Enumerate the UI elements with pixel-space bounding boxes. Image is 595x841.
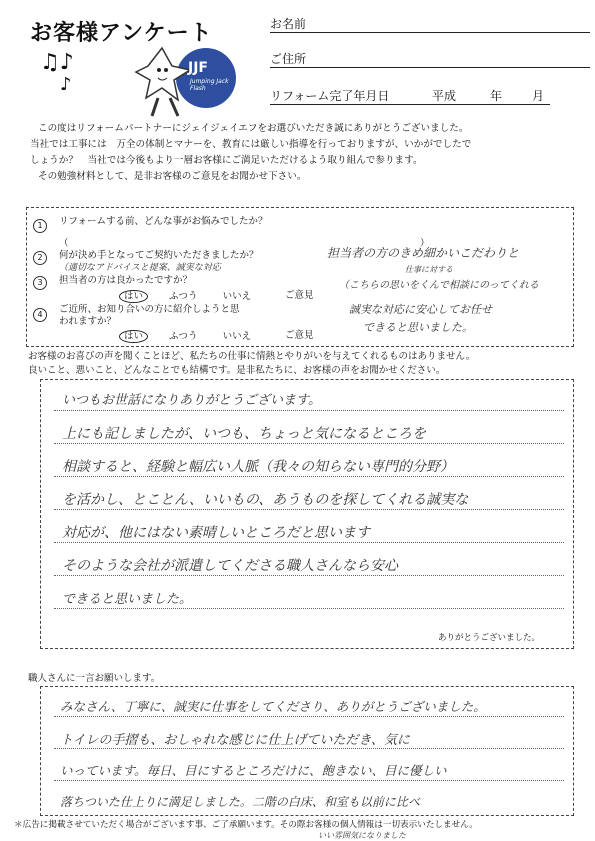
- q4-text-line2: われますか？: [59, 316, 117, 327]
- q4-opinion-label: ご意見: [285, 330, 314, 341]
- q3-options: [119, 290, 251, 303]
- music-notes-icon: ♫♪: [40, 50, 74, 75]
- q1-paren: （ ）: [59, 238, 430, 249]
- year-label: 年: [490, 89, 503, 103]
- q4-option-normal[interactable]: ふつう: [169, 331, 198, 342]
- voice-line-7: できると思いました。: [62, 592, 193, 607]
- q4-number: 4: [33, 308, 47, 322]
- footer-note: ＊広告に掲載させていただく場合がございます事、ご了承願います。その際お客様の個人情報は一切表示いたしません。: [14, 820, 478, 830]
- voice-line-4: を活かし、とことん、いいもの、あうものを探してくれる誠実な: [62, 492, 469, 508]
- craftsman-heading: 職人さんに一言お願いします。: [28, 673, 161, 684]
- survey-title: お客様アンケート: [30, 21, 213, 46]
- questions-box: [26, 207, 574, 347]
- side-comment-line5: できると思いました。: [363, 321, 473, 334]
- voice-heading-line2: 良いこと、悪いこと、どんなことでも結構です。是非私たちに、お客様の声をお聞かせください。: [28, 365, 446, 376]
- completion-date-row: [270, 87, 550, 105]
- side-comment-line3: （こちらの思いをくんで相談にのってくれる: [339, 280, 539, 291]
- jjf-logo: JJF Jumping Jack Flash: [128, 36, 240, 122]
- q4-options: [119, 330, 251, 343]
- q1-number: 1: [33, 219, 47, 233]
- q3-text: 担当者の方は良かったですか？: [59, 275, 193, 286]
- q3-opinion-label: ご意見: [285, 290, 314, 301]
- music-note-icon: ♪: [60, 74, 72, 95]
- q3-option-no[interactable]: いいえ: [222, 291, 252, 302]
- month-label: 月: [532, 89, 545, 103]
- q3-option-yes[interactable]: はい: [119, 290, 148, 303]
- intro-text: この度はリフォームパートナーにジェイジェイエフをお選びいただき誠にありがとうございました。 当社では工事には 万全の体制とマナーを、教育には厳しい指導を行っておりますが、いかがでしたで しょうか？ 当社では今後もより一層お客様にご満足いただけるよう取り組んで参ります。 その勉強材料として、是非お客様のご意見をお聞かせ下さい。: [30, 123, 472, 182]
- q4-option-yes[interactable]: はい: [119, 330, 148, 343]
- voice-line-3: 相談すると、経験と幅広い人脈（我々の知らない専門的分野）: [62, 459, 454, 475]
- voice-line-5: 対応が、他にはない素晴しいところだと思います: [62, 525, 370, 541]
- side-comment-line2: 仕事に対する: [405, 265, 453, 274]
- craftsman-extra: いい雰囲気になりました: [318, 831, 406, 840]
- craftsman-line-3: いっています。毎日、目にするところだけに、飽きない、目に優しい: [60, 763, 447, 778]
- address-label: ご住所: [270, 52, 307, 66]
- side-comment-line1: 担当者の方のきめ細かいこだわりと: [327, 246, 520, 260]
- voice-line-2: 上にも記しましたが、いつも、ちょっと気になるところを: [62, 426, 426, 442]
- address-row: [270, 50, 590, 68]
- side-comment-line4: 誠実な対応に安心してお任せ: [349, 303, 492, 316]
- completion-label: リフォーム完了年月日: [270, 89, 390, 103]
- era-label: 平成: [432, 89, 457, 103]
- craftsman-line-1: みなさん、丁寧に、誠実に仕事をしてくださり、ありがとうございました。: [60, 699, 486, 714]
- q2-text: 何が決め手となってご契約いただきましたか？: [59, 250, 259, 261]
- craftsman-line-2: トイレの手摺も、おしゃれな感じに仕上げていただき、気に: [60, 733, 410, 748]
- craftsman-line-4: 落ちついた仕上りに満足しました。二階の白床、和室も以前に比べ: [60, 795, 420, 809]
- q3-option-normal[interactable]: ふつう: [169, 291, 198, 302]
- voice-line-1: いつもお世話になりありがとうございます。: [62, 393, 321, 408]
- q2-answer: （適切なアドバイスと提案、誠実な対応: [59, 263, 221, 273]
- q2-number: 2: [33, 251, 47, 265]
- voice-heading-line1: お客様のお喜びの声を聞くことほど、私たちの仕事に情熱とやりがいを与えてくれるものはありません。: [28, 351, 476, 362]
- name-label: お名前: [270, 17, 307, 31]
- q1-text: リフォームする前、どんな事がお悩みでしたか？: [59, 216, 268, 227]
- q3-number: 3: [33, 276, 47, 290]
- voice-thanks: ありがとうございました。: [438, 633, 541, 643]
- q4-option-no[interactable]: いいえ: [222, 331, 252, 342]
- name-row: [270, 15, 590, 33]
- voice-line-6: そのような会社が派遣してくださる職人さんなら安心: [62, 558, 398, 574]
- q4-text-line1: ご近所、お知り合いの方に紹介しようと思: [59, 304, 240, 315]
